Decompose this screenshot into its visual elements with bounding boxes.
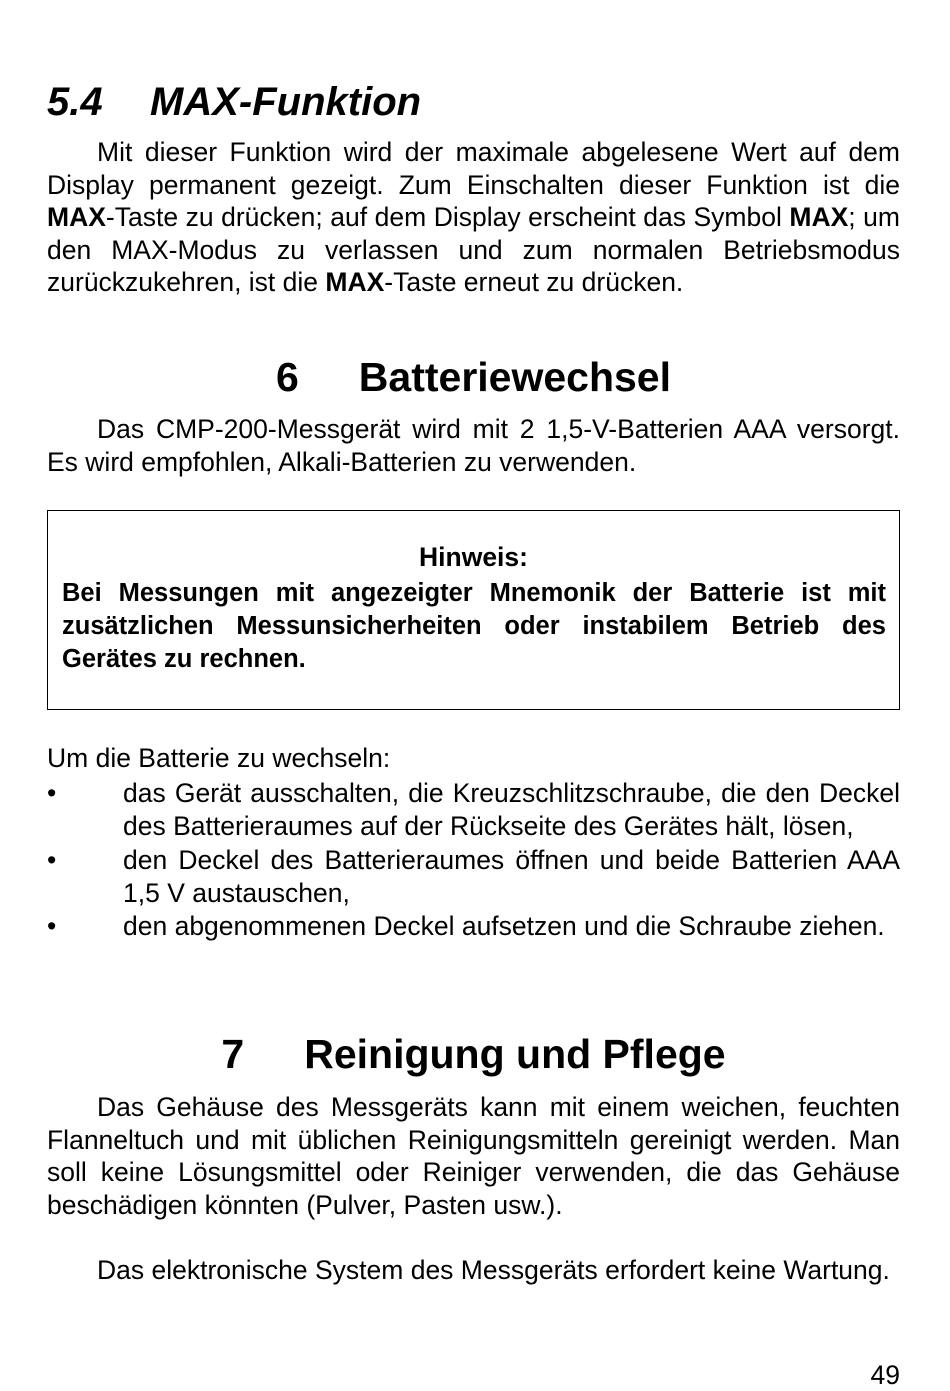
- cleaning-paragraph: Das Gehäuse des Messgeräts kann mit einem weichen, feuchten Flanneltuch und mit üblichen Reinigungsmitteln gereinigt werden. Man soll keine Lösungsmittel oder Reiniger verwenden, die das Gehäuse beschädigen könnten (Pulver, Pasten usw.).: [47, 1092, 900, 1220]
- max-key-label: MAX: [325, 267, 385, 298]
- max-symbol-label: MAX: [789, 202, 849, 233]
- note-title: Hinweis:: [419, 542, 528, 572]
- section-heading-max-function: [47, 78, 421, 126]
- max-key-label: MAX: [47, 202, 106, 233]
- max-function-paragraph: Mit dieser Funktion wird der maximale abgelesene Wert auf dem Display permanent gezeigt. Zum Einschalten dieser Funktion ist die MAX-Taste zu drücken; auf dem Display erscheint das Symbol MAX; um den MAX-Modus zu verlassen und zum normalen Betriebsmodus zurückzukehren, ist die MAX-Taste erneut zu drücken.: [47, 137, 900, 298]
- bullet-icon: •: [47, 911, 57, 942]
- list-item: • das Gerät ausschalten, die Kreuzschlitzschraube, die den Deckel des Batterieraumes auf der Rückseite des Gerätes hält, lösen,: [47, 778, 900, 842]
- section-number: 5.4: [47, 80, 103, 124]
- section-title: MAX-Funktion: [150, 80, 422, 124]
- battery-steps-intro: Um die Batterie zu wechseln:: [47, 743, 391, 773]
- note-box: [47, 510, 900, 710]
- section-number: 7: [221, 1031, 245, 1077]
- bullet-icon: •: [47, 844, 57, 875]
- battery-intro-paragraph: Das CMP-200-Messgerät wird mit 2 1,5-V-Batterien AAA versorgt. Es wird empfohlen, Alkali-Batterien zu verwenden.: [47, 414, 900, 477]
- section-title: Batteriewechsel: [358, 354, 672, 400]
- list-item: • den abgenommenen Deckel aufsetzen und die Schraube ziehen.: [47, 910, 900, 943]
- section-title: Reinigung und Pflege: [304, 1031, 726, 1077]
- section-number: 6: [275, 354, 299, 400]
- section-heading-battery: [47, 352, 900, 402]
- list-item: • den Deckel des Batterieraumes öffnen und beide Batterien AAA 1,5 V austauschen,: [47, 844, 900, 908]
- section-heading-cleaning: [47, 1029, 900, 1079]
- page-number: 49: [870, 1360, 900, 1390]
- battery-steps-list: [47, 777, 900, 943]
- maintenance-paragraph: Das elektronische System des Messgeräts erfordert keine Wartung.: [97, 1255, 890, 1285]
- note-text: Bei Messungen mit angezeigter Mnemonik der Batterie ist mit zusätzlichen Messunsicherheiten oder instabilem Betrieb des Gerätes zu rechnen.: [62, 579, 886, 673]
- bullet-icon: •: [47, 778, 57, 808]
